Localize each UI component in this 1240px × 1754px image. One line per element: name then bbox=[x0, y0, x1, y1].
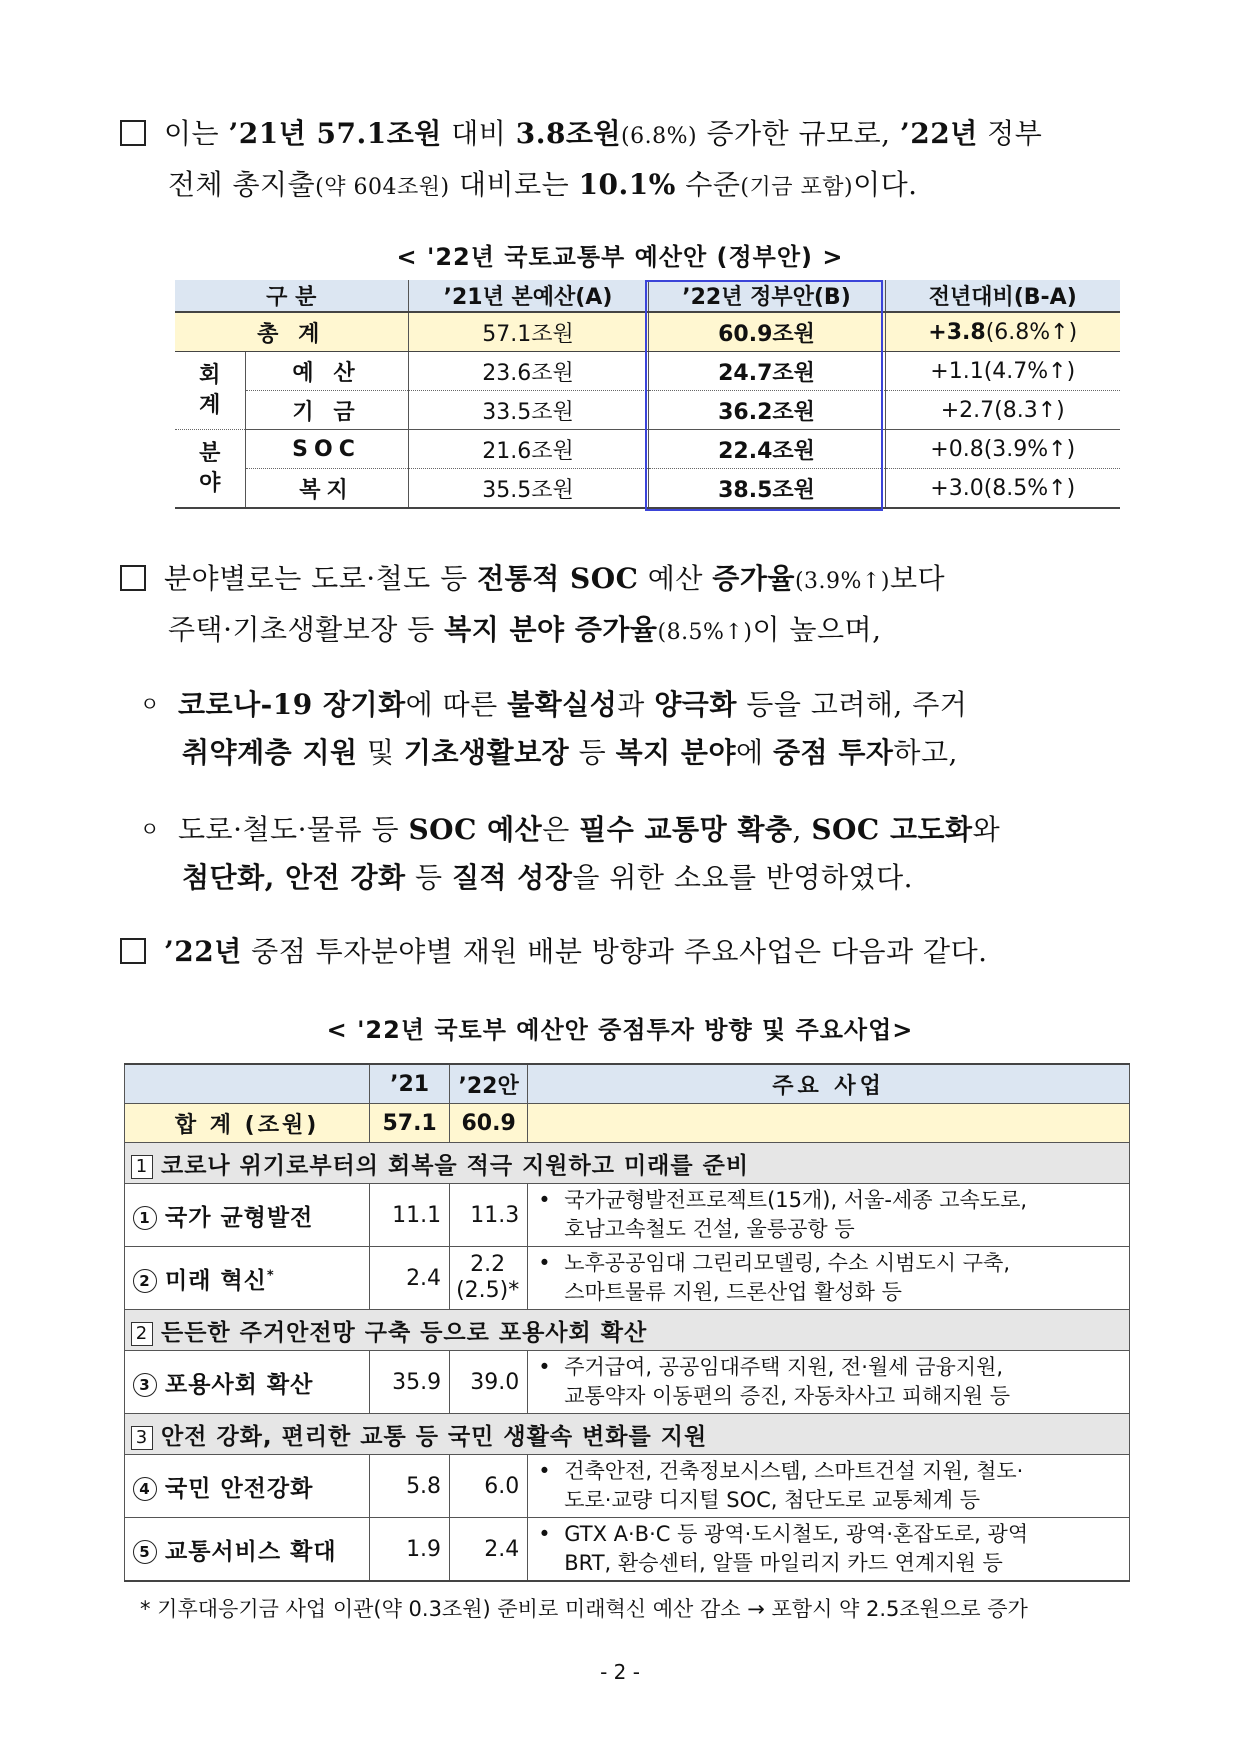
section-row: 3 안전 강화, 편리한 교통 등 국민 생활속 변화를 지원 bbox=[125, 1414, 1130, 1455]
checkbox-bullet-icon bbox=[120, 565, 146, 591]
table-header-row: ’21 ’22안 주요 사업 bbox=[125, 1064, 1130, 1104]
investment-table bbox=[124, 1063, 1130, 1582]
total-row: 합 계 (조원) 57.1 60.9 bbox=[125, 1104, 1130, 1143]
col-header-2022: ’22년 정부안(B) bbox=[648, 280, 885, 312]
table-row: 5 교통서비스 확대 1.9 2.4 • GTX A·B·C 등 광역·도시철도, 광역·혼잡도로, 광역 BRT, 환승센터, 알뜰 마일리지 카드 연계지원 등 bbox=[125, 1518, 1130, 1582]
section-row: 1 코로나 위기로부터의 회복을 적극 지원하고 미래를 준비 bbox=[125, 1143, 1130, 1184]
paragraph-investment-intro: ’22년 중점 투자분야별 재원 배분 방향과 주요사업은 다음과 같다. bbox=[120, 928, 1130, 976]
table-row: 1 국가 균형발전 11.1 11.3 • 국가균형발전프로젝트(15개), 서울-세종 고속도로, 호남고속철도 건설, 울릉공항 등 bbox=[125, 1184, 1130, 1247]
total-row: 총 계 57.1조원 60.9조원 +3.8(6.8%↑) bbox=[175, 312, 1120, 352]
circle-bullet-icon: ㅇ bbox=[140, 692, 160, 716]
table-row: 2 미래 혁신* 2.4 2.2 (2.5)* • 노후공공임대 그린리모델링, 수소 시범도시 구축, 스마트물류 지원, 드론산업 활성화 등 bbox=[125, 1247, 1130, 1310]
paragraph-sector-growth: 분야별로는 도로·철도 등 전통적 SOC 예산 증가율(3.9%↑)보다 주택·기초생활보장 등 복지 분야 증가율(8.5%↑)이 높으며, bbox=[120, 555, 1130, 657]
col-header-category: 구 분 bbox=[175, 280, 408, 312]
page-number: - 2 - bbox=[600, 1660, 640, 1684]
col-header-diff: 전년대비(B-A) bbox=[885, 280, 1120, 312]
table2-caption: < '22년 국토부 예산안 중점투자 방향 및 주요사업> bbox=[326, 1016, 914, 1044]
table-row: 4 국민 안전강화 5.8 6.0 • 건축안전, 건축정보시스템, 스마트건설 지원, 철도· 도로·교량 디지털 SOC, 첨단도로 교통체계 등 bbox=[125, 1455, 1130, 1518]
budget-summary-table bbox=[175, 280, 1120, 509]
bullet-welfare: ㅇ 코로나-19 장기화에 따른 불확실성과 양극화 등을 고려해, 주거 취약계층 지원 및 기초생활보장 등 복지 분야에 중점 투자하고, bbox=[140, 680, 1150, 777]
table-row: 분 야 SOC 21.6조원 22.4조원 +0.8(3.9%↑) bbox=[175, 430, 1120, 469]
table-header-row bbox=[175, 280, 1120, 312]
paragraph-total-spending: 이는 ’21년 57.1조원 대비 3.8조원(6.8%) 증가한 규모로, ’22년 정부 전체 총지출(약 604조원) 대비로는 10.1% 수준(기금 포함)이다. bbox=[120, 110, 1130, 212]
section-row: 2 든든한 주거안전망 구축 등으로 포용사회 확산 bbox=[125, 1310, 1130, 1351]
table1-caption: < '22년 국토교통부 예산안 (정부안) > bbox=[396, 243, 844, 271]
checkbox-bullet-icon bbox=[120, 938, 146, 964]
col-header-2021: ’21년 본예산(A) bbox=[408, 280, 648, 312]
circle-bullet-icon: ㅇ bbox=[140, 817, 160, 841]
table-row: 복지 35.5조원 38.5조원 +3.0(8.5%↑) bbox=[175, 469, 1120, 509]
bullet-soc: ㅇ 도로·철도·물류 등 SOC 예산은 필수 교통망 확충, SOC 고도화와 첨단화, 안전 강화 등 질적 성장을 위한 소요를 반영하였다. bbox=[140, 805, 1150, 902]
table-row: 회 계 예 산 23.6조원 24.7조원 +1.1(4.7%↑) bbox=[175, 352, 1120, 391]
checkbox-bullet-icon bbox=[120, 120, 146, 146]
table-row: 기 금 33.5조원 36.2조원 +2.7(8.3↑) bbox=[175, 391, 1120, 430]
table-row: 3 포용사회 확산 35.9 39.0 • 주거급여, 공공임대주택 지원, 전·월세 금융지원, 교통약자 이동편의 증진, 자동차사고 피해지원 등 bbox=[125, 1351, 1130, 1414]
footnote: * 기후대응기금 사업 이관(약 0.3조원) 준비로 미래혁신 예산 감소 → 포함시 약 2.5조원으로 증가 bbox=[140, 1597, 1028, 1621]
